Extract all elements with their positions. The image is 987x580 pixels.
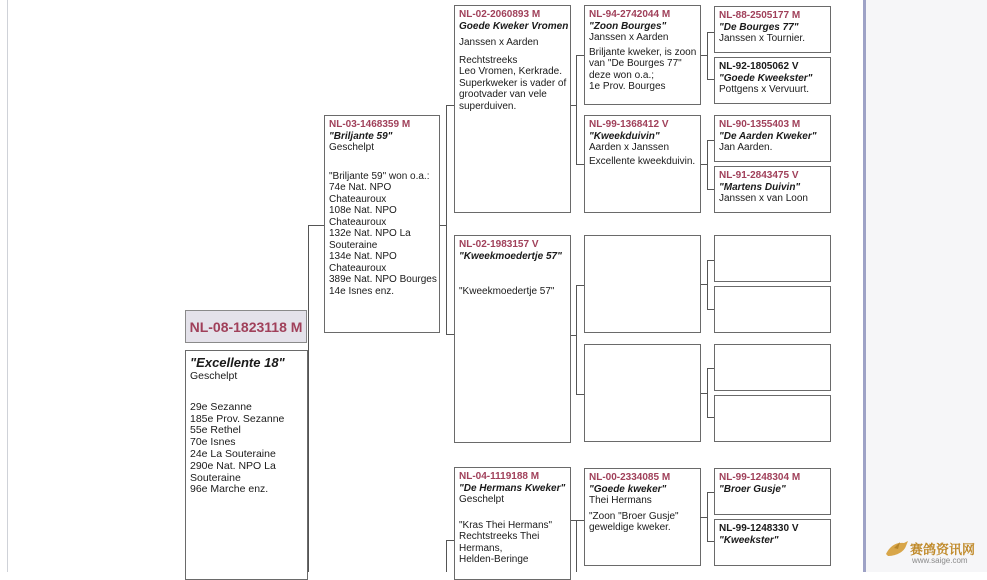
connector xyxy=(707,417,714,418)
connector xyxy=(576,520,577,572)
connector xyxy=(707,260,708,310)
connector xyxy=(308,225,309,572)
connector xyxy=(707,260,714,261)
g4-name: "Martens Duivin" xyxy=(719,181,801,193)
root-result: 96e Marche enz. xyxy=(190,483,269,496)
sss-parents: Janssen x Aarden xyxy=(589,32,669,43)
sd-desc: "Kweekmoedertje 57" xyxy=(459,286,555,297)
sd-name: "Kweekmoedertje 57" xyxy=(459,250,562,262)
g6-name: "Kweekster" xyxy=(719,534,779,546)
ss-desc: grootvader van vele xyxy=(459,89,547,100)
sire-sire-card xyxy=(454,5,571,213)
empty-card xyxy=(714,344,831,391)
root-ring-header: NL-08-1823118 M xyxy=(185,310,307,343)
ss-parents: Janssen x Aarden xyxy=(459,37,539,48)
empty-card xyxy=(584,235,701,333)
sire-color: Geschelpt xyxy=(329,142,375,153)
dss-parents: Thei Hermans xyxy=(589,495,652,506)
ss-desc: Rechtstreeks xyxy=(459,54,518,66)
connector xyxy=(446,105,447,335)
connector xyxy=(446,540,454,541)
sss-desc: 1e Prov. Bourges xyxy=(589,81,666,92)
sire-result: 108e Nat. NPO xyxy=(329,205,397,216)
g2-ring: NL-92-1805062 V xyxy=(719,61,799,72)
sire-result: 74e Nat. NPO xyxy=(329,182,392,193)
ds-name: "De Hermans Kweker" xyxy=(459,482,566,494)
dss-name: "Goede kweker" xyxy=(589,483,667,495)
sss-desc: van "De Bourges 77" xyxy=(589,58,682,69)
connector xyxy=(576,164,584,165)
empty-card xyxy=(714,395,831,442)
root-result: 24e La Souteraine xyxy=(190,447,276,460)
connector xyxy=(707,140,708,190)
sire-result: Chateauroux xyxy=(329,216,387,228)
watermark-url: www.saige.com xyxy=(912,556,968,565)
watermark xyxy=(884,536,987,572)
g4-card xyxy=(714,166,831,213)
dss-desc: geweldige kweker. xyxy=(589,522,671,533)
dss-ring: NL-00-2334085 M xyxy=(589,472,671,483)
root-name: "Excellente 18" xyxy=(190,355,285,370)
sire-result: 132e Nat. NPO La xyxy=(329,228,411,239)
watermark-text: 赛鸽资讯网 xyxy=(910,542,976,557)
sss-name: "Zoon Bourges" xyxy=(589,20,667,32)
root-color: Geschelpt xyxy=(190,370,238,382)
connector xyxy=(707,32,708,80)
g3-parents: Jan Aarden. xyxy=(719,142,773,153)
connector xyxy=(707,368,714,369)
sss-desc: deze won o.a.; xyxy=(589,69,655,81)
connector xyxy=(707,541,714,542)
root-result: Souteraine xyxy=(190,471,241,484)
connector xyxy=(308,225,324,226)
sire-name: "Briljante 59" xyxy=(329,130,393,142)
ss-desc: Superkweker is vader of xyxy=(459,77,567,89)
ds-desc: Rechtstreeks Thei xyxy=(459,531,540,542)
sire-ring: NL-03-1468359 M xyxy=(329,119,411,130)
sire-result: "Briljante 59" won o.a.: xyxy=(329,170,430,182)
g5-ring: NL-99-1248304 M xyxy=(719,472,801,483)
connector xyxy=(707,492,714,493)
connector xyxy=(576,520,584,521)
empty-card xyxy=(584,344,701,442)
connector xyxy=(446,105,454,106)
root-result: 55e Rethel xyxy=(190,424,241,437)
connector xyxy=(707,79,714,80)
root-card xyxy=(185,350,308,580)
connector xyxy=(707,368,708,418)
connector xyxy=(576,55,584,56)
sire-result: Chateauroux xyxy=(329,262,387,274)
ss-ring: NL-02-2060893 M xyxy=(459,9,541,20)
connector xyxy=(707,32,714,33)
connector xyxy=(707,189,714,190)
connector xyxy=(446,334,454,335)
g1-ring: NL-88-2505177 M xyxy=(719,10,801,21)
root-result: 29e Sezanne xyxy=(190,400,252,413)
ds-desc: "Kras Thei Hermans" xyxy=(459,519,553,531)
ss-desc: Leo Vromen, Kerkrade. xyxy=(459,66,563,77)
g1-card xyxy=(714,6,831,53)
connector xyxy=(707,140,714,141)
sire-result: Souteraine xyxy=(329,239,378,251)
g5-name: "Broer Gusje" xyxy=(719,483,786,495)
ds-ring: NL-04-1119188 M xyxy=(459,471,540,482)
ssd-ring: NL-99-1368412 V xyxy=(589,119,669,130)
g3-card xyxy=(714,115,831,162)
ss-desc: superduiven. xyxy=(459,100,517,112)
page-right-margin xyxy=(866,0,987,572)
root-result: 70e Isnes xyxy=(190,436,236,449)
sire-result: Chateauroux xyxy=(329,193,387,205)
g3-name: "De Aarden Kweker" xyxy=(719,130,817,142)
connector xyxy=(576,394,584,395)
g2-name: "Goede Kweekster" xyxy=(719,72,813,84)
sss-desc: Briljante kweker, is zoon xyxy=(589,46,697,58)
empty-card xyxy=(714,286,831,333)
ssd-card xyxy=(584,115,701,213)
g4-ring: NL-91-2843475 V xyxy=(719,170,799,181)
sd-ring: NL-02-1983157 V xyxy=(459,239,539,250)
ds-desc: Hermans, xyxy=(459,542,503,554)
g5-card xyxy=(714,468,831,515)
connector xyxy=(576,285,584,286)
pigeon-logo-icon xyxy=(884,538,910,560)
ds-color: Geschelpt xyxy=(459,494,505,505)
g4-parents: Janssen x van Loon xyxy=(719,193,808,204)
connector xyxy=(446,540,447,572)
sire-card xyxy=(324,115,440,333)
dss-card xyxy=(584,468,701,566)
connector xyxy=(707,309,714,310)
sss-ring: NL-94-2742044 M xyxy=(589,9,671,20)
root-result: 185e Prov. Sezanne xyxy=(190,412,285,425)
g2-parents: Pottgens x Vervuurt. xyxy=(719,84,810,95)
sire-dam-card xyxy=(454,235,571,443)
sss-card xyxy=(584,5,701,105)
ssd-parents: Aarden x Janssen xyxy=(589,142,670,153)
connector xyxy=(576,55,577,165)
connector xyxy=(707,492,708,542)
g2-card xyxy=(714,57,831,104)
g1-name: "De Bourges 77" xyxy=(719,21,799,33)
root-result: 290e Nat. NPO La xyxy=(190,459,276,472)
g1-parents: Janssen x Tournier. xyxy=(719,33,805,44)
ss-name: Goede Kweker Vromen xyxy=(459,20,569,32)
sire-result: 14e Isnes enz. xyxy=(329,285,395,297)
ssd-name: "Kweekduivin" xyxy=(589,130,660,142)
ssd-desc: Excellente kweekduivin. xyxy=(589,155,696,167)
connector xyxy=(576,285,577,395)
empty-card xyxy=(714,235,831,282)
g6-ring: NL-99-1248330 V xyxy=(719,523,799,534)
dam-sire-card xyxy=(454,467,571,580)
ds-desc: Helden-Beringe xyxy=(459,554,529,565)
sire-result: 389e Nat. NPO Bourges xyxy=(329,274,437,285)
dss-desc: "Zoon "Broer Gusje" xyxy=(589,510,679,522)
g6-card xyxy=(714,519,831,566)
sire-result: 134e Nat. NPO xyxy=(329,251,397,262)
page-left-edge xyxy=(7,0,8,572)
g3-ring: NL-90-1355403 M xyxy=(719,119,801,130)
